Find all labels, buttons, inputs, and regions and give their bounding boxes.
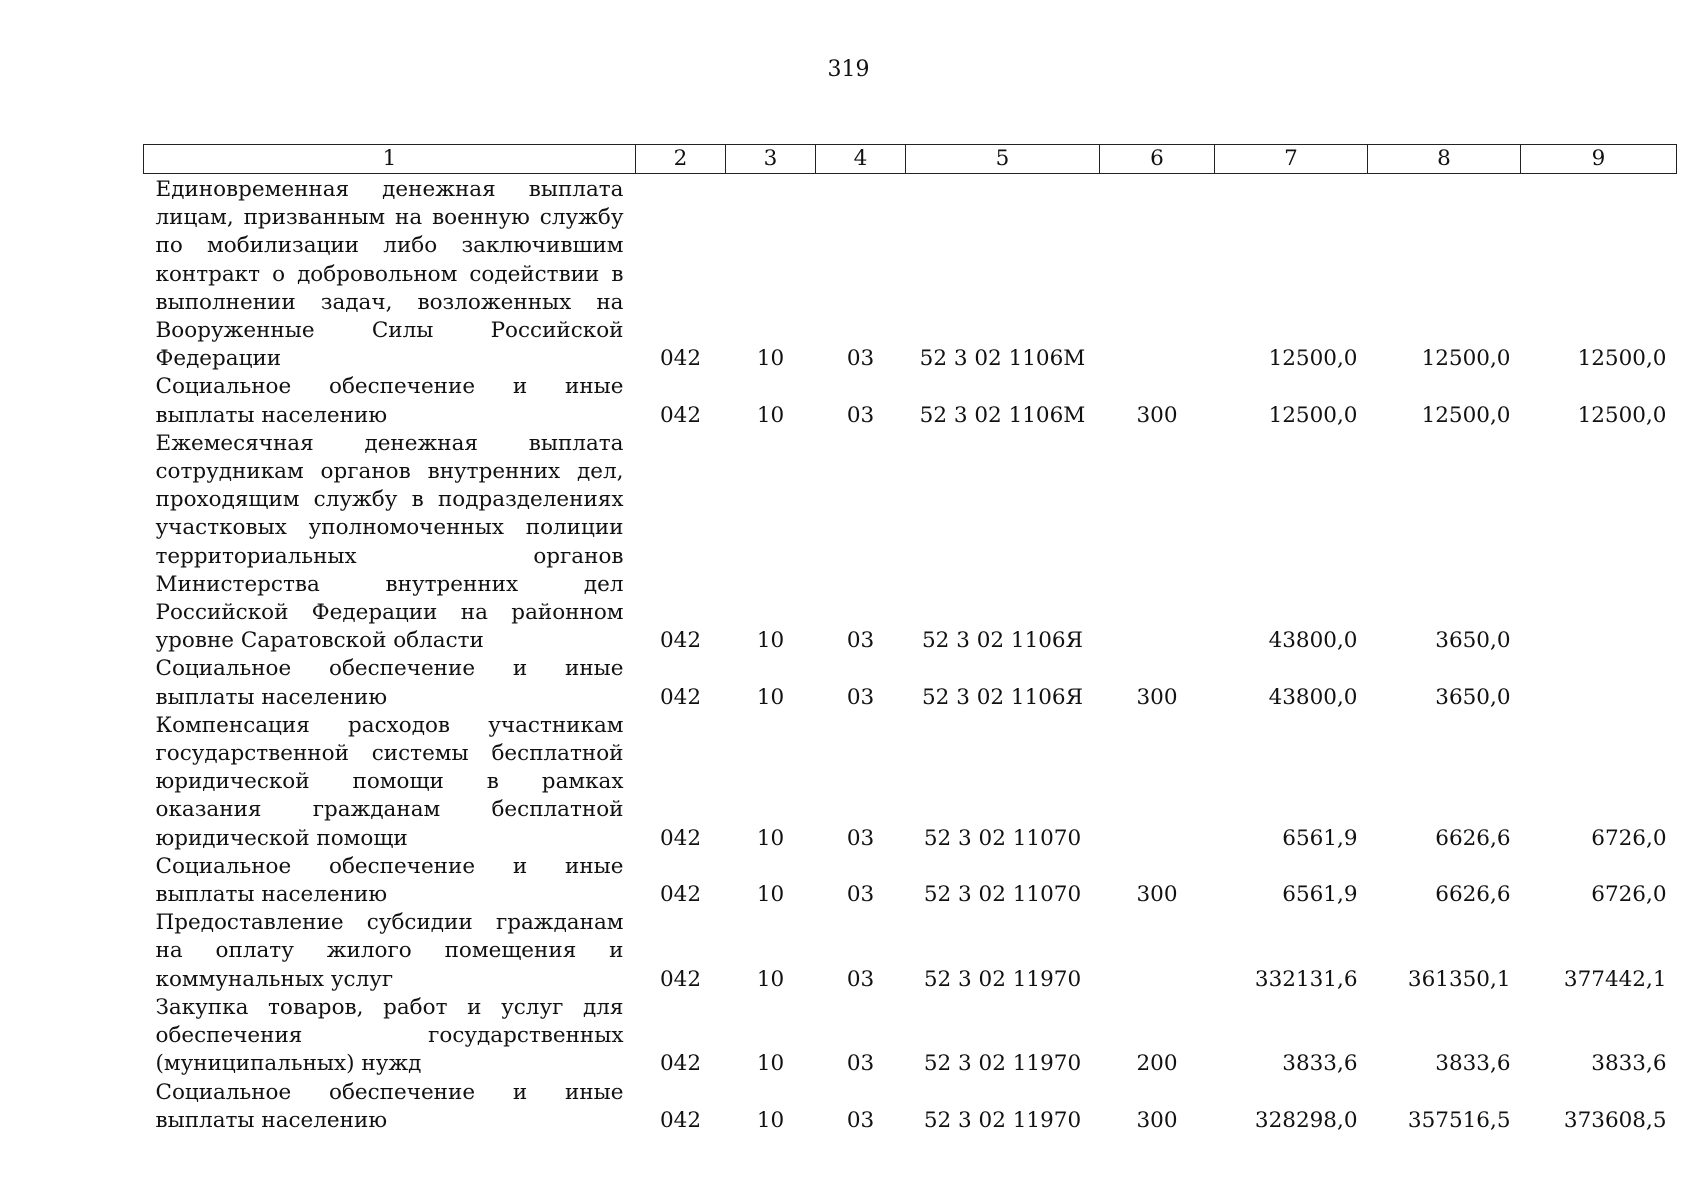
row-ministry-code: 042 [659,346,702,372]
table-row [144,853,1677,909]
row-amount-col7: 12500,0 [1268,346,1358,372]
header-row [144,145,1677,174]
row-target-item: 52 3 02 11070 [923,882,1082,908]
row-ministry-code: 042 [659,684,702,710]
row-ministry-code: 042 [659,1051,702,1077]
row-amount-col7: 332131,6 [1254,966,1358,992]
table-row [144,994,1677,1079]
row-section-code: 10 [756,1051,785,1077]
row-section-code: 10 [756,346,785,372]
row-name: Единовременная денежная выплата лицам, призванным на военную службу по мобилизации либо заключившим контракт о добровольном содействии в выполнении задач, возложенных на Вооруженные Силы Российской Федерации [155,177,624,372]
row-ministry-code: 042 [659,825,702,851]
row-target-item: 52 3 02 11970 [923,1107,1082,1133]
row-target-item: 52 3 02 11070 [923,825,1082,851]
row-target-item: 52 3 02 1106Я [922,684,1083,710]
row-amount-col8: 361350,1 [1407,966,1511,992]
header-col-8: 8 [1368,145,1521,174]
row-amount-col9 [1521,430,1677,656]
row-name: Социальное обеспечение и иные выплаты населению [155,853,624,908]
row-expense-type: 200 [1136,1051,1178,1077]
row-amount-col9: 377442,1 [1563,966,1667,992]
row-amount-col7: 6561,9 [1282,825,1358,851]
row-target-item: 52 3 02 1106М [919,346,1086,372]
header-col-9: 9 [1521,145,1677,174]
row-subsection-code: 03 [846,684,875,710]
row-amount-col8: 6626,6 [1435,882,1511,908]
row-expense-type: 300 [1136,684,1178,710]
budget-table [143,144,1677,1135]
table-row [144,655,1677,711]
header-col-5: 5 [906,145,1100,174]
row-expense-type [1100,174,1215,374]
row-subsection-code: 03 [846,966,875,992]
row-target-item: 52 3 02 1106М [919,402,1086,428]
row-amount-col9: 12500,0 [1577,402,1667,428]
row-amount-col8: 12500,0 [1421,346,1511,372]
row-ministry-code: 042 [659,882,702,908]
row-expense-type: 300 [1136,402,1178,428]
row-ministry-code: 042 [659,628,702,654]
header-col-6: 6 [1100,145,1215,174]
row-name: Социальное обеспечение и иные выплаты населению [155,1079,624,1133]
row-amount-col8: 6626,6 [1435,825,1511,851]
table-row [144,373,1677,429]
header-col-1: 1 [144,145,636,174]
row-name: Ежемесячная денежная выплата сотрудникам органов внутренних дел, проходящим службу в подразделениях участковых уполномоченных полиции территориальных органов Министерства внутренних дел Российской Федерации на районном уровне Саратовской области [155,430,624,654]
row-amount-col9: 6726,0 [1591,825,1667,851]
row-name: Социальное обеспечение и иные выплаты населению [155,656,624,710]
row-amount-col8: 3833,6 [1435,1051,1511,1077]
row-amount-col9: 373608,5 [1563,1107,1667,1133]
row-section-code: 10 [756,628,785,654]
row-expense-type: 300 [1136,882,1178,908]
row-expense-type [1100,909,1215,994]
row-amount-col7: 43800,0 [1268,684,1358,710]
row-amount-col9 [1521,655,1677,711]
row-section-code: 10 [756,1107,785,1133]
row-subsection-code: 03 [846,1107,875,1133]
row-subsection-code: 03 [846,1051,875,1077]
row-amount-col7: 6561,9 [1282,882,1358,908]
table-row [144,174,1677,374]
row-name: Предоставление субсидии гражданам на оплату жилого помещения и коммунальных услуг [155,910,624,992]
row-amount-col7: 43800,0 [1268,628,1358,654]
row-section-code: 10 [756,402,785,428]
row-expense-type [1100,712,1215,853]
row-amount-col8: 12500,0 [1421,402,1511,428]
row-section-code: 10 [756,882,785,908]
row-section-code: 10 [756,825,785,851]
header-col-7: 7 [1215,145,1368,174]
row-amount-col8: 3650,0 [1435,684,1511,710]
row-subsection-code: 03 [846,402,875,428]
header-col-3: 3 [726,145,816,174]
row-target-item: 52 3 02 11970 [923,1051,1082,1077]
row-target-item: 52 3 02 11970 [923,966,1082,992]
row-amount-col8: 3650,0 [1435,628,1511,654]
row-amount-col7: 12500,0 [1268,402,1358,428]
row-name: Компенсация расходов участникам государственной системы бесплатной юридической помощи в рамках оказания гражданам бесплатной юридической помощи [155,712,624,851]
row-section-code: 10 [756,966,785,992]
header-col-4: 4 [816,145,906,174]
row-expense-type [1100,430,1215,656]
row-subsection-code: 03 [846,825,875,851]
row-amount-col8: 357516,5 [1407,1107,1511,1133]
row-subsection-code: 03 [846,628,875,654]
row-amount-col9: 6726,0 [1591,882,1667,908]
row-ministry-code: 042 [659,1107,702,1133]
row-section-code: 10 [756,684,785,710]
row-amount-col9: 12500,0 [1577,346,1667,372]
row-expense-type: 300 [1136,1107,1178,1133]
row-name: Социальное обеспечение и иные выплаты населению [155,374,624,428]
row-subsection-code: 03 [846,346,875,372]
row-subsection-code: 03 [846,882,875,908]
row-ministry-code: 042 [659,402,702,428]
row-amount-col7: 3833,6 [1282,1051,1358,1077]
row-ministry-code: 042 [659,966,702,992]
table-row [144,712,1677,853]
table-row [144,430,1677,656]
page-number: 319 [827,57,870,82]
table-row [144,909,1677,994]
table-row [144,1079,1677,1135]
row-name: Закупка товаров, работ и услуг для обеспечения государственных (муниципальных) нужд [155,994,624,1077]
header-col-2: 2 [636,145,726,174]
row-amount-col7: 328298,0 [1254,1107,1358,1133]
row-amount-col9: 3833,6 [1591,1051,1667,1077]
row-target-item: 52 3 02 1106Я [922,628,1083,654]
